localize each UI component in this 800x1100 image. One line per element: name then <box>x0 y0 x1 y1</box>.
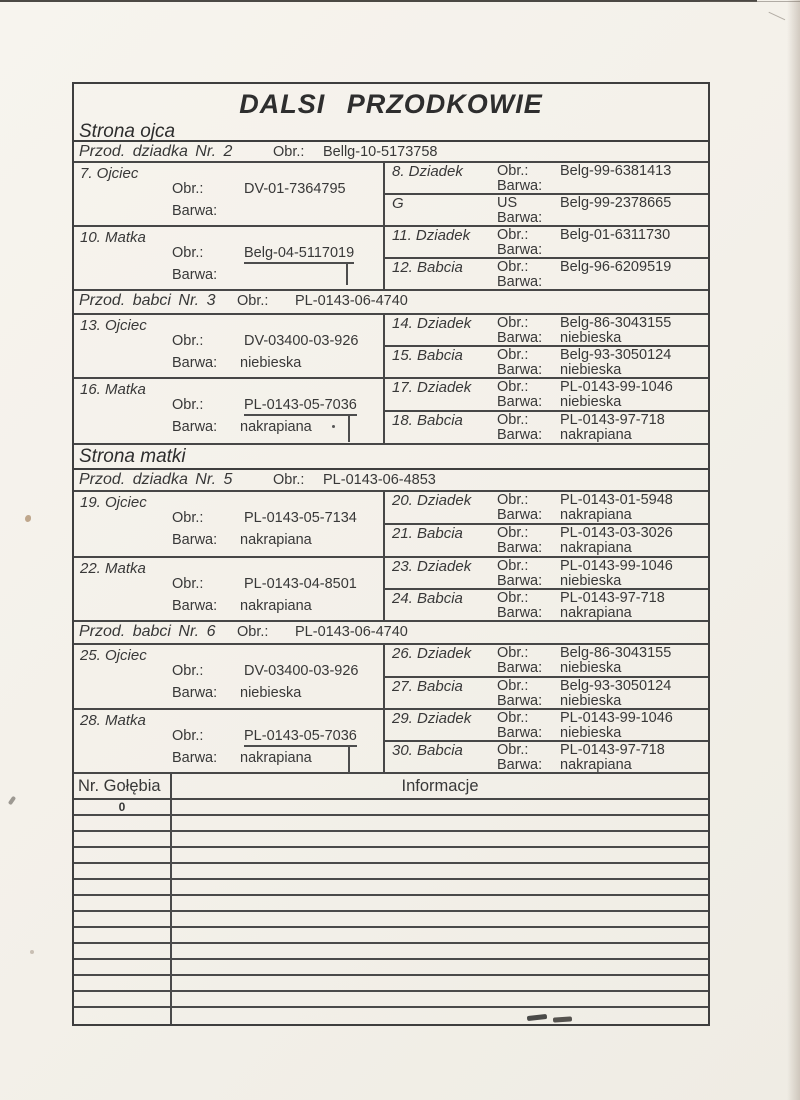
info-row <box>74 848 708 864</box>
ring-number: PL-0143-99-1046 <box>560 710 673 726</box>
ancestor-block-10 <box>74 227 708 291</box>
pigeon-number-cell <box>74 912 172 926</box>
handwritten-bracket-mark <box>346 262 348 285</box>
ancestor-label: 16. Matka <box>80 381 146 398</box>
barwa-value: nakrapiana <box>560 757 632 773</box>
pigeon-number-cell <box>74 944 172 958</box>
handwritten-bracket-mark <box>348 746 350 773</box>
obr-label: Obr.: <box>172 333 204 349</box>
scan-artifact-speck <box>30 950 34 954</box>
ancestor-cell-28 <box>74 710 385 772</box>
ancestor-cell-pair <box>385 315 708 377</box>
ancestor-label: G <box>392 195 404 212</box>
barwa-value: nakrapiana <box>240 750 312 766</box>
barwa-value: niebieska <box>560 725 622 741</box>
form-header <box>74 84 708 120</box>
ancestor-block-16 <box>74 379 708 445</box>
info-row <box>74 880 708 896</box>
obr-label: Obr.: <box>172 245 204 261</box>
informacje-column-header: Informacje <box>401 777 479 795</box>
pigeon-number-cell <box>74 976 172 990</box>
ancestor-block-25 <box>74 645 708 710</box>
ancestor-label: 12. Babcia <box>392 259 463 276</box>
info-cell <box>172 864 708 878</box>
barwa-value: niebieska <box>560 573 622 589</box>
info-table-body <box>74 800 708 1024</box>
obr-label: Obr.: <box>172 728 204 744</box>
info-row <box>74 960 708 976</box>
pigeon-number-cell <box>74 864 172 878</box>
ancestor-cell-21 <box>385 525 708 556</box>
group-label: Przod. dziadka Nr. 2 <box>79 143 233 160</box>
handwritten-dot-mark <box>332 425 335 428</box>
group-header-grandmother-6 <box>74 622 708 645</box>
info-row <box>74 1008 708 1024</box>
ancestor-label: 21. Babcia <box>392 525 463 542</box>
ancestor-label: 23. Dziadek <box>392 558 472 575</box>
ring-number: PL-0143-04-8501 <box>244 576 357 592</box>
ancestor-cell-13 <box>74 315 385 377</box>
barwa-value: niebieska <box>560 692 622 709</box>
pigeon-number-cell <box>74 880 172 894</box>
group-header-grandmother-3 <box>74 291 708 315</box>
barwa-value: nakrapiana <box>240 532 312 548</box>
info-cell <box>172 1008 708 1024</box>
ancestor-cell-27 <box>385 678 708 709</box>
group-header-grandfather-2 <box>74 142 708 163</box>
ring-number: PL-0143-99-1046 <box>560 379 673 395</box>
ancestor-cell-7 <box>74 163 385 225</box>
ancestor-label: 13. Ojciec <box>80 317 147 334</box>
ancestor-label: 27. Babcia <box>392 677 463 695</box>
obr-label: Obr.: <box>497 492 529 508</box>
pigeon-number-column-header: Nr. Gołębia <box>74 774 172 798</box>
info-cell <box>172 960 708 974</box>
info-row <box>74 832 708 848</box>
ring-number: PL-0143-99-1046 <box>560 558 673 574</box>
barwa-label: Barwa: <box>497 725 543 741</box>
ring-number: DV-01-7364795 <box>244 181 346 197</box>
pigeon-number-cell <box>74 832 172 846</box>
obr-label: Obr.: <box>497 379 529 395</box>
ancestor-cell-19 <box>74 492 385 556</box>
obr-label: Obr.: <box>497 347 529 363</box>
group-label: Przod. babci Nr. 3 <box>79 292 216 309</box>
obr-label: Obr.: <box>172 510 204 526</box>
obr-label: Obr.: <box>497 163 529 179</box>
ancestor-cell-pair <box>385 645 708 708</box>
info-row <box>74 864 708 880</box>
ancestor-cell-29 <box>385 710 708 742</box>
handwritten-bracket-mark <box>348 415 350 442</box>
ancestor-label: 11. Dziadek <box>392 227 471 244</box>
obr-label: Obr.: <box>497 412 529 428</box>
obr-label: Obr.: <box>172 576 204 592</box>
ring-number: PL-0143-97-718 <box>560 590 665 606</box>
ring-number: DV-03400-03-926 <box>244 333 359 349</box>
ring-number: Belg-99-6381413 <box>560 163 672 179</box>
info-cell <box>172 832 708 846</box>
ring-number: PL-0143-01-5948 <box>560 492 673 508</box>
ancestor-label: 29. Dziadek <box>392 710 472 727</box>
ancestor-label: 26. Dziadek <box>392 645 472 662</box>
ancestor-label: 28. Matka <box>80 712 146 729</box>
ring-number: Bellg-10-5173758 <box>323 144 438 160</box>
ancestor-cell-12 <box>385 259 708 289</box>
ring-number: PL-0143-05-7036 <box>244 728 357 747</box>
ring-number: PL-0143-05-7134 <box>244 510 357 526</box>
ancestor-cell-pair <box>385 492 708 556</box>
ring-number: PL-0143-06-4740 <box>295 624 408 640</box>
ancestor-label: 25. Ojciec <box>80 647 147 664</box>
obr-label: Obr.: <box>273 144 305 160</box>
ancestor-label: 14. Dziadek <box>392 315 472 332</box>
info-row <box>74 800 708 816</box>
barwa-label: Barwa: <box>497 242 543 258</box>
info-row <box>74 816 708 832</box>
info-cell <box>172 992 708 1006</box>
ancestor-block-19 <box>74 492 708 558</box>
page-title: DALSI PRZODKOWIE <box>239 89 543 119</box>
ancestor-label: 24. Babcia <box>392 590 463 607</box>
obr-label: Obr.: <box>237 624 269 640</box>
barwa-label: Barwa: <box>497 692 543 709</box>
ancestor-label: 30. Babcia <box>392 742 463 759</box>
ancestor-cell-17 <box>385 379 708 412</box>
obr-label: Obr.: <box>497 677 529 694</box>
info-row <box>74 912 708 928</box>
info-row <box>74 944 708 960</box>
barwa-label: Barwa: <box>497 605 543 621</box>
scan-artifact-speck <box>25 515 31 522</box>
ring-number: PL-0143-06-4740 <box>295 293 408 309</box>
pigeon-number-cell <box>74 848 172 862</box>
barwa-label: Barwa: <box>497 660 543 676</box>
ancestor-label: 20. Dziadek <box>392 492 472 509</box>
barwa-label: Barwa: <box>497 362 543 378</box>
ring-number: Belg-93-3050124 <box>560 677 672 694</box>
obr-label: Obr.: <box>497 710 529 726</box>
obr-label: Obr.: <box>497 315 529 331</box>
barwa-value: niebieska <box>560 394 622 410</box>
barwa-label: Barwa: <box>172 267 218 283</box>
pigeon-number-cell <box>74 928 172 942</box>
ancestor-label: 18. Babcia <box>392 412 463 429</box>
obr-label: Obr.: <box>497 645 529 661</box>
ring-number: Belg-96-6209519 <box>560 259 672 275</box>
ancestor-cell-23 <box>385 558 708 590</box>
scan-artifact-top-edge-fade <box>700 1 800 2</box>
pedigree-form <box>72 82 710 1026</box>
ancestor-label: 15. Babcia <box>392 347 463 364</box>
barwa-label: Barwa: <box>497 210 543 226</box>
barwa-label: Barwa: <box>172 532 218 548</box>
info-table-header <box>74 774 708 800</box>
obr-label: Obr.: <box>172 181 204 197</box>
scan-artifact-speck <box>8 796 16 806</box>
info-row <box>74 896 708 912</box>
barwa-label: Barwa: <box>497 274 543 290</box>
ancestor-cell-15 <box>385 347 708 377</box>
barwa-label: Barwa: <box>497 573 543 589</box>
ring-number: Belg-99-2378665 <box>560 195 672 211</box>
barwa-label: Barwa: <box>497 427 543 443</box>
barwa-label: Barwa: <box>172 750 218 766</box>
barwa-label: Barwa: <box>497 507 543 523</box>
info-cell <box>172 848 708 862</box>
barwa-value: nakrapiana <box>240 598 312 614</box>
obr-label: Obr.: <box>497 558 529 574</box>
barwa-label: Barwa: <box>497 757 543 773</box>
ancestor-cell-11 <box>385 227 708 259</box>
barwa-value: nakrapiana <box>560 507 632 523</box>
ancestor-cell-9 <box>385 195 708 225</box>
ring-number: DV-03400-03-926 <box>244 663 359 679</box>
obr-label: Obr.: <box>497 742 529 758</box>
ancestor-cell-pair <box>385 379 708 443</box>
ancestor-cell-pair <box>385 227 708 289</box>
obr-label: Obr.: <box>497 525 529 541</box>
ring-number: PL-0143-05-7036 <box>244 397 357 416</box>
obr-label: Obr.: <box>497 590 529 606</box>
ancestor-label: 8. Dziadek <box>392 163 463 180</box>
scan-artifact-right-shadow <box>787 0 800 1100</box>
info-cell <box>172 800 708 814</box>
ancestor-cell-24 <box>385 590 708 620</box>
father-side-heading: Strona ojca <box>74 120 708 142</box>
barwa-label: Barwa: <box>497 394 543 410</box>
ancestor-block-22 <box>74 558 708 622</box>
info-cell <box>172 976 708 990</box>
barwa-value: nakrapiana <box>560 540 632 556</box>
ring-number: Belg-01-6311730 <box>560 227 671 243</box>
barwa-label: Barwa: <box>172 419 218 435</box>
ancestor-cell-8 <box>385 163 708 195</box>
barwa-value: nakrapiana <box>560 427 632 443</box>
ancestor-cell-26 <box>385 645 708 678</box>
ancestor-cell-10 <box>74 227 385 289</box>
pigeon-number-cell: 0 <box>74 800 172 814</box>
ancestor-cell-pair <box>385 558 708 620</box>
ancestor-cell-25 <box>74 645 385 708</box>
ancestor-label: 22. Matka <box>80 560 146 577</box>
ancestor-block-7 <box>74 163 708 227</box>
scan-artifact-top-edge <box>0 0 757 2</box>
group-label: Przod. dziadka Nr. 5 <box>79 471 233 488</box>
obr-label: Obr.: <box>497 259 529 275</box>
ring-number: PL-0143-97-718 <box>560 742 665 758</box>
barwa-value: niebieska <box>240 685 302 701</box>
barwa-label: Barwa: <box>172 598 218 614</box>
ancestor-cell-16 <box>74 379 385 443</box>
barwa-value: niebieska <box>240 355 302 371</box>
ring-number: Belg-04-5117019 <box>244 245 354 264</box>
ring-number: PL-0143-03-3026 <box>560 525 673 541</box>
obr-label: Obr.: <box>497 227 529 243</box>
mother-side-heading: Strona matki <box>74 445 708 470</box>
ancestor-block-28 <box>74 710 708 774</box>
pigeon-number-cell <box>74 992 172 1006</box>
barwa-label: Barwa: <box>172 685 218 701</box>
ancestor-cell-18 <box>385 412 708 443</box>
ring-number: PL-0143-06-4853 <box>323 472 436 488</box>
pigeon-number-cell <box>74 896 172 910</box>
pigeon-number-cell <box>74 816 172 830</box>
pigeon-number-cell <box>74 1008 172 1024</box>
ancestor-cell-pair <box>385 163 708 225</box>
info-row <box>74 992 708 1008</box>
pigeon-number-cell <box>74 960 172 974</box>
barwa-label: Barwa: <box>172 355 218 371</box>
ancestor-label: 7. Ojciec <box>80 165 139 182</box>
obr-label: Obr.: <box>172 663 204 679</box>
info-cell <box>172 912 708 926</box>
barwa-label: Barwa: <box>497 540 543 556</box>
group-label: Przod. babci Nr. 6 <box>79 623 216 640</box>
obr-label: Obr.: <box>172 397 204 413</box>
barwa-value: nakrapiana <box>240 419 312 435</box>
barwa-label: Barwa: <box>497 330 543 346</box>
group-header-grandfather-5 <box>74 470 708 492</box>
ring-number: Belg-86-3043155 <box>560 645 672 661</box>
ancestor-cell-pair <box>385 710 708 772</box>
ancestor-cell-20 <box>385 492 708 525</box>
info-cell <box>172 880 708 894</box>
info-row <box>74 976 708 992</box>
ancestor-cell-22 <box>74 558 385 620</box>
info-cell <box>172 928 708 942</box>
ancestor-block-13 <box>74 315 708 379</box>
info-row <box>74 928 708 944</box>
ancestor-label: 17. Dziadek <box>392 379 472 396</box>
barwa-value: niebieska <box>560 330 622 346</box>
ancestor-cell-30 <box>385 742 708 772</box>
barwa-value: nakrapiana <box>560 605 632 621</box>
obr-label: US <box>497 195 518 211</box>
ring-number: Belg-93-3050124 <box>560 347 672 363</box>
info-cell <box>172 816 708 830</box>
barwa-label: Barwa: <box>172 203 218 219</box>
ancestor-cell-14 <box>385 315 708 347</box>
obr-label: Obr.: <box>273 472 305 488</box>
obr-label: Obr.: <box>237 293 269 309</box>
ancestor-label: 10. Matka <box>80 229 146 246</box>
info-cell <box>172 944 708 958</box>
barwa-label: Barwa: <box>497 178 543 194</box>
ring-number: Belg-86-3043155 <box>560 315 672 331</box>
barwa-value: niebieska <box>560 660 622 676</box>
barwa-value: niebieska <box>560 362 622 378</box>
info-cell <box>172 896 708 910</box>
ancestor-label: 19. Ojciec <box>80 494 147 511</box>
ring-number: PL-0143-97-718 <box>560 412 665 428</box>
